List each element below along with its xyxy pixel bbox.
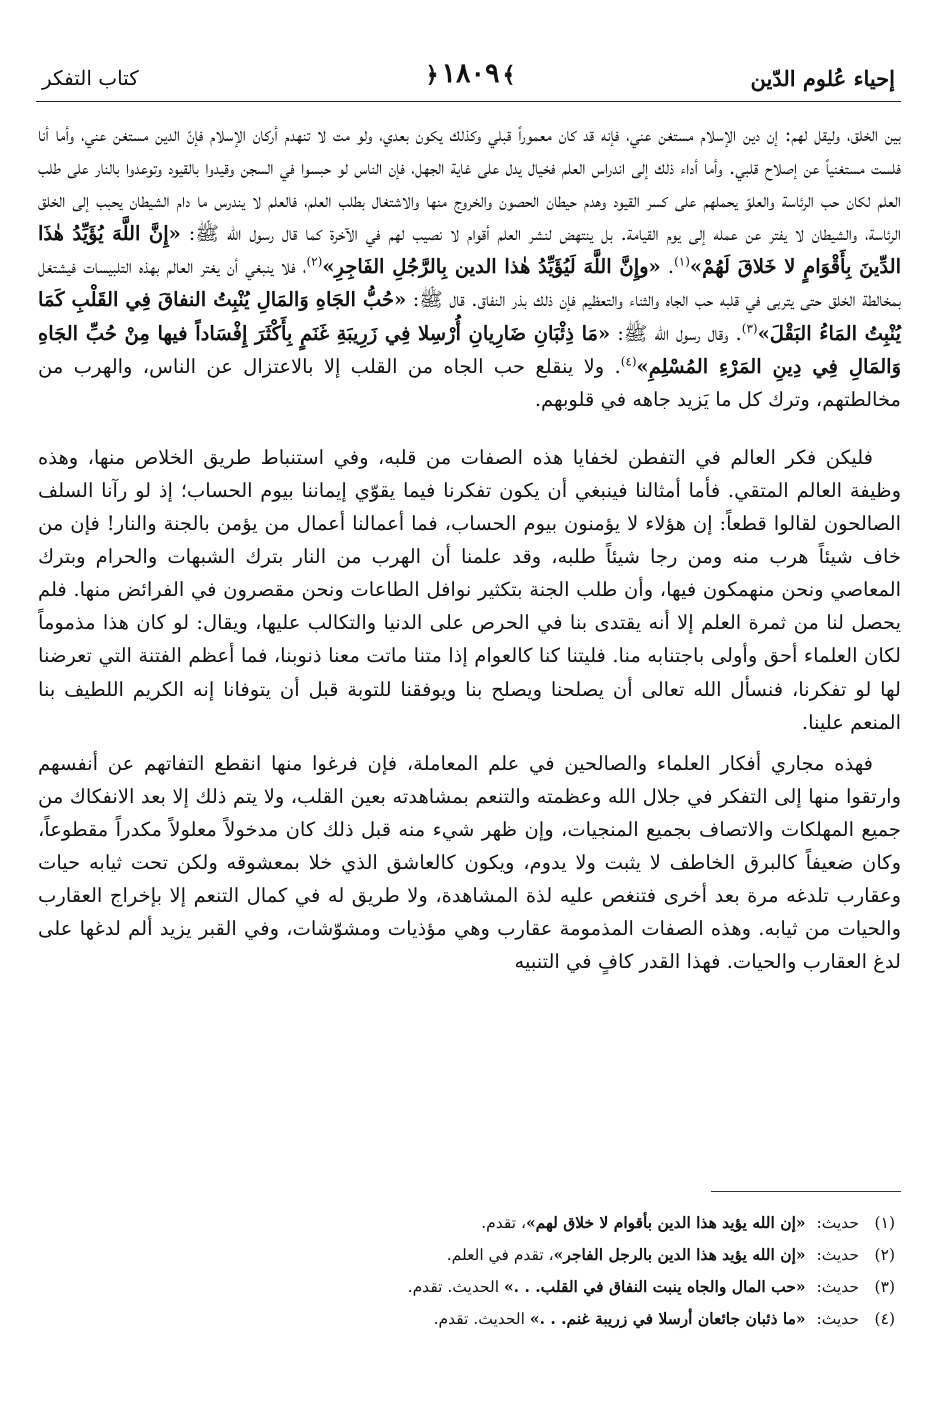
text-segment: . ولا ينقلع حب الجاه من القلب إلا بالاعتزال عن الناس، والهرب من مخالطتهم، وترك كل ما يَزيد جاهه في قلوبهم.: [38, 354, 901, 411]
footnote-label: حديث:: [816, 1310, 859, 1328]
footnote-label: حديث:: [816, 1214, 859, 1232]
footnote-text: ، تقدم.: [481, 1214, 526, 1232]
footnote-label: حديث:: [816, 1246, 859, 1264]
hadith-quote-4: «مَا ذِئْبَانِ ضَارِيانِ أُرْسِلا فِي زَرِيبَةِ غَنَمٍ بِأَكْثَرَ إِفْسَاداً فيها مِنْ حُبِّ الجَاهِ وَالمَالِ فِي دِينِ المَرْءِ المُسْلِمِ»: [38, 321, 902, 378]
footnote-ref-2: (٢): [306, 254, 323, 269]
paragraph-3: فهذه مجاري أفكار العلماء والصالحين في علم المعاملة، فإن فرغوا منها انقطع التفاتهم عن أنفسهم وارتقوا منها إلى التفكر في جلال الله وعظمته والتنعم بمشاهدته بعين القلب، ولا يتم ذلك إلا بعد الانفكاك من جميع المهلكات والاتصاف بجميع المنجيات، وإن ظهر شيء منه قبل ذلك كان مدخولاً معلولاً مكدراً مقطوعاً، وكان ضعيفاً كالبرق الخاطف لا يثبت ولا يدوم، ويكون كالعاشق الذي خلا بمعشوقه ولكن تحت ثيابه حيات وعقارب تلدغه مرة بعد أخرى فتنغص عليه لذة المشاهدة، ولا طريق له في كمال التنعم إلا بإخراج العقارب والحيات من ثيابه. وهذه الصفات المذمومة عقارب وهي مؤذيات ومشوّشات، وفي القبر يزيد ألم لدغها على لدغ العقارب والحيات. فهذا القدر كافٍ في التنبيه: [38, 751, 901, 974]
footnote-text: الحديث. تقدم.: [407, 1278, 504, 1296]
footnote-text: ، تقدم في العلم.: [446, 1246, 554, 1264]
footnote-label: حديث:: [816, 1278, 859, 1296]
book-title: إحياء عُلوم الدّين: [750, 66, 895, 91]
footnote-number: (٢): [874, 1246, 895, 1264]
page-number: ١٨٠٩: [441, 58, 500, 89]
footnote-quote: «إن الله يؤيد هذا الدين بأقوام لا خلاق لهم»: [525, 1213, 806, 1232]
footnote-2: [40, 1239, 895, 1271]
hadith-quote-1: «إِنَّ اللَّهَ يُؤَيِّدُ هٰذَا الدِّينَ بِأَقْوَامٍ لا خَلاقَ لَهُمْ»: [38, 222, 901, 279]
hadith-quote-2: «وإِنَّ اللَّهَ لَيُؤَيِّدُ هٰذا الدين بِالرَّجُلِ الفَاجِرِ»: [322, 255, 661, 279]
footnote-number: (٣): [874, 1278, 895, 1296]
text-segment: ، فلا ينبغي أن يغتر العالم بهذه التلبيسات فيشتغل بمخالطة الخلق حتى يتربى في قلبه حب الجاه والثناء والتعظيم فإن ذلك بذر النفاق. قال ﷺ:: [38, 255, 901, 312]
footnote-number: (٤): [874, 1310, 895, 1328]
text-segment: . وقال رسول الله ﷺ:: [610, 321, 742, 345]
chapter-title: كتاب التفكر: [42, 66, 139, 90]
footnotes: [40, 1207, 895, 1335]
paragraph-1: [38, 118, 901, 416]
ornament-left-icon: ﴿: [425, 62, 439, 88]
footnote-quote: «ما ذئبان جائعان أرسلا في زريبة غنم. . .»: [529, 1309, 806, 1328]
footnote-ref-1: (١): [674, 254, 690, 269]
footnote-divider: [711, 1191, 901, 1192]
footnote-3: [40, 1271, 895, 1303]
footnote-ref-3: (٣): [741, 321, 758, 336]
footnote-quote: «حب المال والجاه ينبت النفاق في القلب. . .»: [503, 1277, 806, 1296]
main-text: [38, 118, 901, 978]
footnote-ref-4: (٤): [620, 354, 637, 369]
footnote-4: [40, 1303, 895, 1335]
page-header: [36, 52, 905, 100]
ornament-right-icon: ﴾: [502, 62, 516, 88]
hadith-quote-3: «حُبُّ الجَاهِ وَالمَالِ يُنْبِتُ النفاقَ فِي القَلْبِ كَمَا يُنْبِتُ المَاءُ البَقْلَ»: [38, 288, 901, 345]
footnote-1: [40, 1207, 895, 1239]
paragraph-2: فليكن فكر العالم في التفطن لخفايا هذه الصفات من قلبه، وفي استنباط طريق الخلاص منها، وهذه وظيفة العالم المتقي. فأما أمثالنا فينبغي أن يكون تفكرنا فيما يقوّي إيماننا بيوم الحساب؛ إذ لو رآنا السلف الصالحون لقالوا قطعاً: إن هؤلاء لا يؤمنون بيوم الحساب، فما أعمالنا أعمال من يؤمن بالجنة والنار! فإن من خاف شيئاً هرب منه ومن رجا شيئاً طلبه، وقد علمنا أن الهرب من النار بترك الشبهات والحرام وبترك المعاصي ونحن منهمكون فيها، وأن طلب الجنة بتكثير نوافل الطاعات ونحن مقصرون في الفرائض منها. فلم يحصل لنا من ثمرة العلم إلا أنه يقتدى بنا في الحرص على الدنيا والتكالب عليها، ويقال: لو كان هذا مذموماً لكان العلماء أحق وأولى باجتنابه منا. فليتنا كنا كالعوام إذا متنا ماتت معنا ذنوبنا، فما أعظم الفتنة التي تعرضنا لها لو تفكرنا، فنسأل الله تعالى أن يصلحنا ويصلح بنا ويوفقنا للتوبة قبل أن يتوفانا إنه الكريم اللطيف بنا المنعم علينا.: [38, 445, 901, 734]
text-segment: بين الخلق، وليقل لهم: إن دين الإسلام مستغن عني، فإنه قد كان معموراً قبلي وكذلك يكون بعدي، ولو مت لا تنهدم أركان الإسلام فإنّ الدين مستغن عني، وأما أنا فلست مستغنياً عن إصلاح قلبي. وأما أداء ذلك إلى اندراس العلم فخيال يدل على غاية الجهل، فإن الناس لو حبسوا في السجن وقيدوا بالقيود وتوعدوا بالنار على طلب العلم لكان حب الرئاسة والعلوّ يحملهم على كسر القيود وهدم حيطان الحصون والخروج منها والاشتغال بطلب العلم، فالعلم لا يندرس ما دام الشيطان يحبب إلى الخلق الرئاسة، والشيطان لا يفتر عن عمله إلى يوم القيامة. بل ينتهض لنشر العلم أقوام لا نصيب لهم في الآخرة كما قال رسول الله ﷺ:: [38, 123, 901, 246]
header-divider: [36, 101, 901, 102]
text-segment: .: [660, 255, 675, 279]
page-number-block: [423, 58, 519, 89]
footnote-quote: «إن الله يؤيد هذا الدين بالرجل الفاجر»: [553, 1245, 806, 1264]
footnote-text: الحديث. تقدم.: [433, 1310, 530, 1328]
footnote-number: (١): [874, 1214, 895, 1232]
